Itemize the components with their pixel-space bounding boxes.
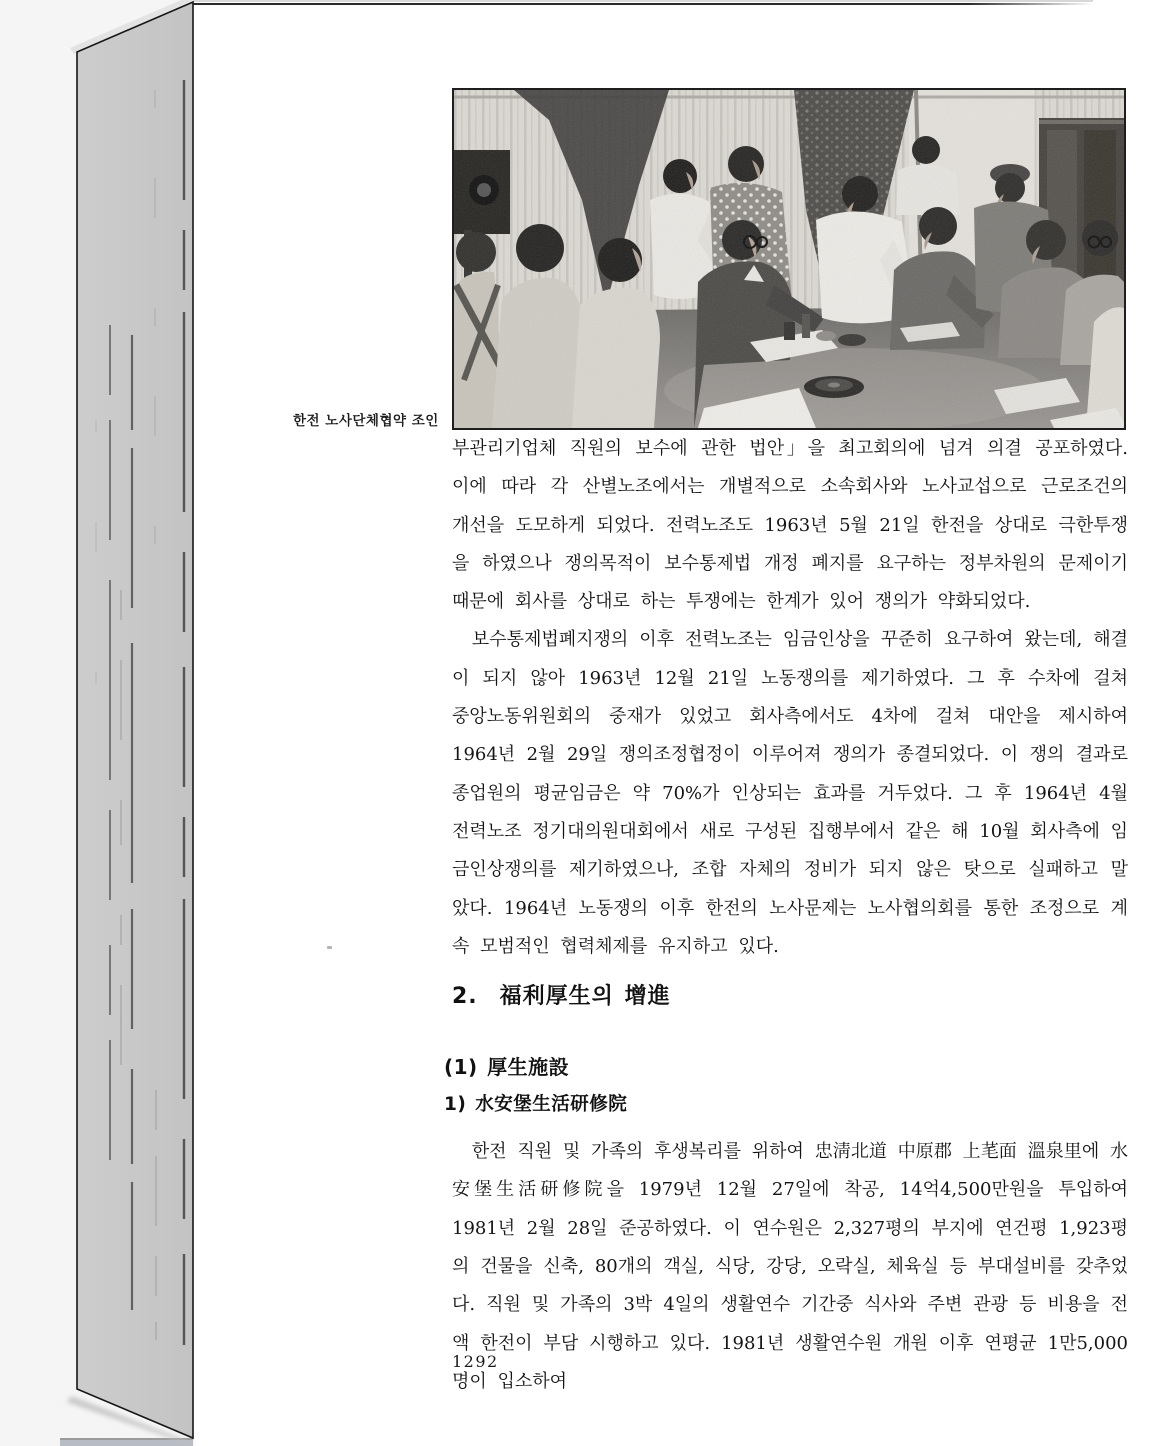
page-number: 1292 <box>452 1352 499 1371</box>
page <box>193 0 1173 1446</box>
page-top-edge <box>193 0 1093 6</box>
section-title: 福利厚生의 增進 <box>499 984 671 1010</box>
photo-caption: 한전 노사단체협약 조인 <box>293 413 439 429</box>
body-paragraph-2: 보수통제법폐지쟁의 이후 전력노조는 임금인상을 꾸준히 요구하여 왔는데, 해결이 되지 않아 1963년 12월 21일 노동쟁의를 제기하였다. 그 후 수차에 걸쳐 중앙노동위원회의 중재가 있었고 회사측에서도 4차에 걸쳐 대안을 제시하여 1964년 2월 29일 쟁의조정협정이 이루어져 쟁의가 종결되었다. 이 쟁의 결과로 종업원의 평균임금은 약 70%가 인상되는 효과를 거두었다. 그 후 1964년 4월 전력노조 정기대의원대회에서 새로 구성된 집행부에서 같은 해 10월 회사측에 임금인상쟁의를 제기하였으나, 조합 자체의 정비가 되지 않은 탓으로 실패하고 말았다. 1964년 노동쟁의 이후 한전의 노사문제는 노사협의회를 통한 조정으로 계속 모범적인 협력체제를 유지하고 있다. <box>452 629 1128 957</box>
photo-labor-agreement-signing <box>452 88 1126 430</box>
body-paragraph-3: 한전 직원 및 가족의 후생복리를 위하여 忠淸北道 中原郡 上芼面 溫泉里에 水安堡生活研修院을 1979년 12월 27일에 착공, 14억4,500만원을 투입하여 1981년 2월 28일 준공하였다. 이 연수원은 2,327평의 부지에 연건평 1,923평의 건물을 신축, 80개의 객실, 식당, 강당, 오락실, 체육실 등 부대설비를 갖추었다. 직원 및 가족의 3박 4일의 생활연수 기간중 식사와 주변 관광 등 비용을 전액 한전이 부담 시행하고 있다. 1981년 생활연수원 개원 이후 연평균 1만5,000명이 입소하여 <box>452 1141 1128 1392</box>
subsection-heading: (1) 厚生施設 <box>444 1055 570 1080</box>
body-paragraph-1: 부관리기업체 직원의 보수에 관한 법안」을 최고회의에 넘겨 의결 공포하였다. 이에 따라 각 산별노조에서는 개별적으로 소속회사와 노사교섭으로 근로조건의 개선을 도모하게 되었다. 전력노조도 1963년 5월 21일 한전을 상대로 극한투쟁을 하였으나 쟁의목적이 보수통제법 개정 폐지를 요구하는 정부차원의 문제이기 때문에 회사를 상대로 하는 투쟁에는 한계가 있어 쟁의가 약화되었다. <box>452 438 1128 613</box>
book-page-edges <box>0 0 220 1446</box>
section-number: 2. <box>452 984 478 1010</box>
photo-scene <box>454 90 1124 428</box>
body-text-column <box>444 430 1128 1401</box>
section-heading <box>452 982 1128 1012</box>
scan-artifact-dot <box>327 946 332 949</box>
item-heading: 1) 水安堡生活研修院 <box>444 1094 628 1116</box>
